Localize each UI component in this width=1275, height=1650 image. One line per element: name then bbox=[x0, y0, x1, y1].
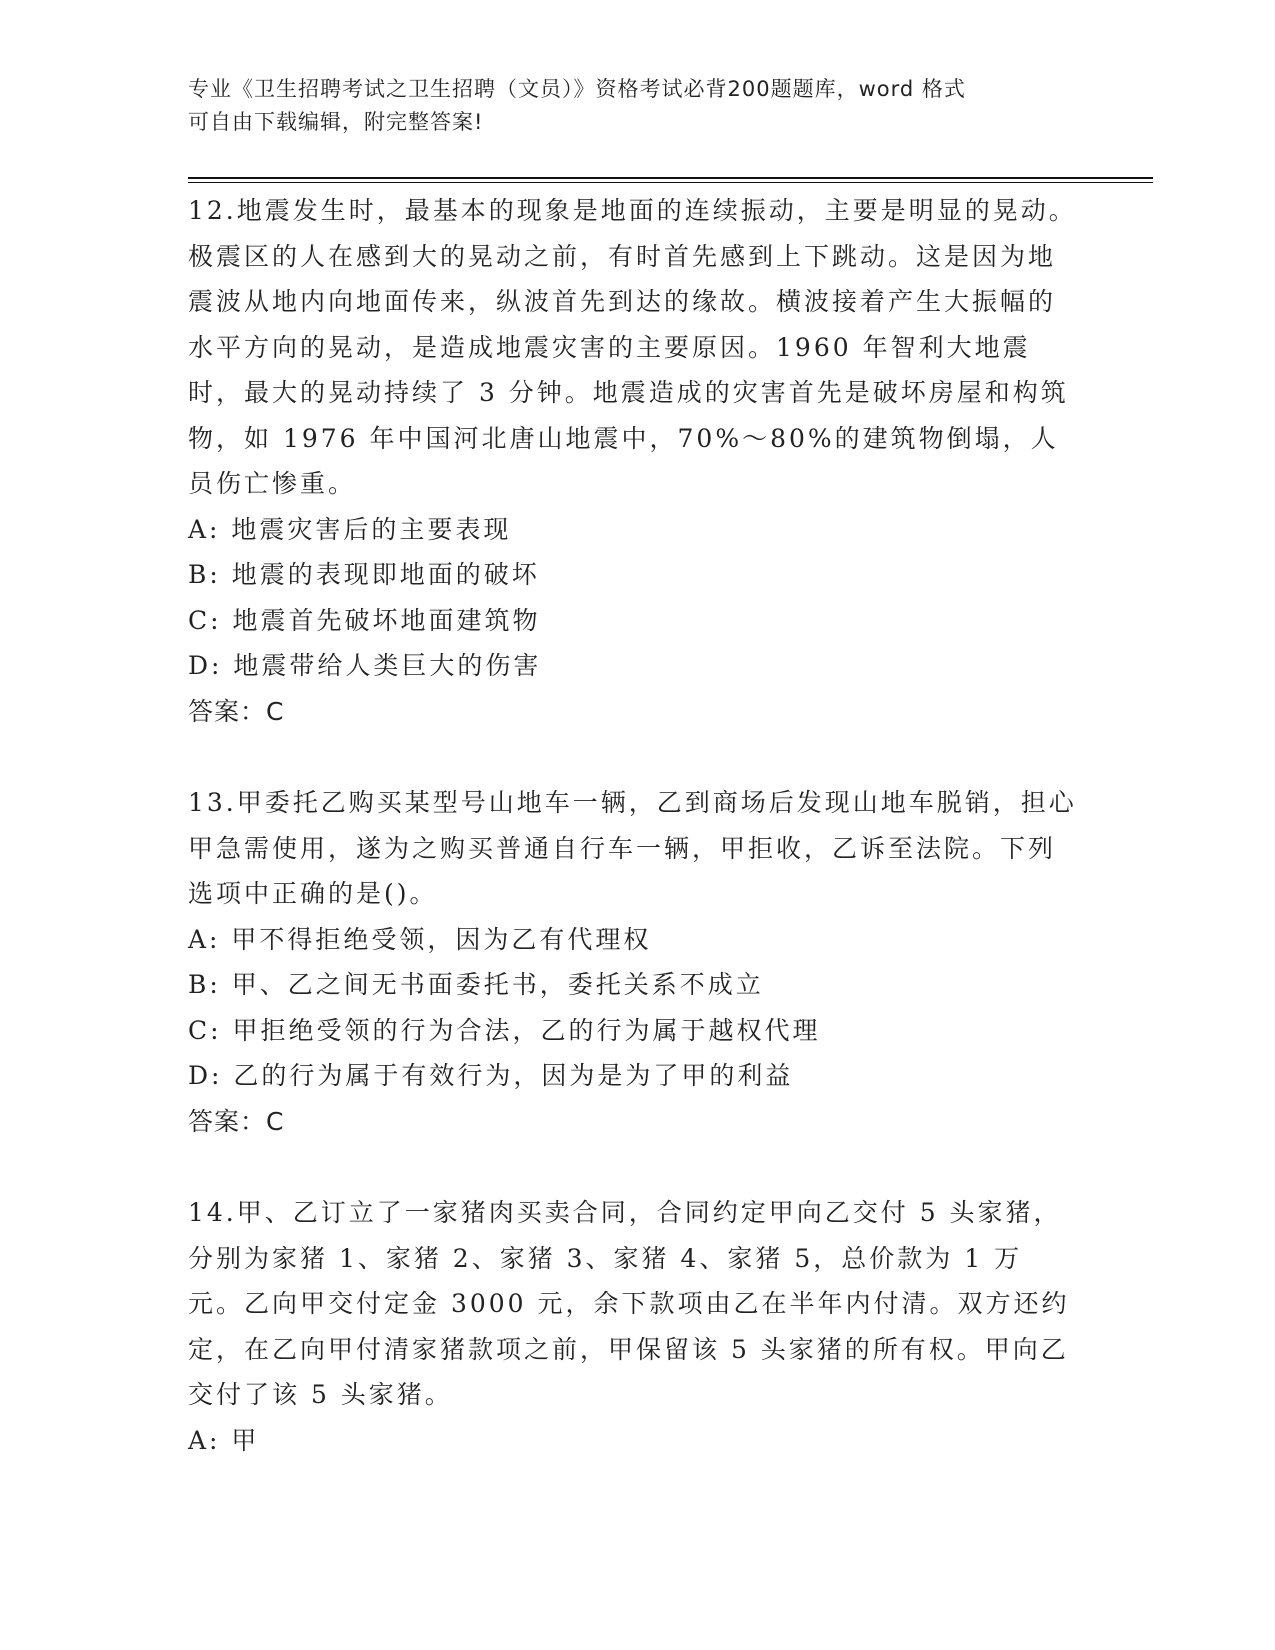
question-stem: 13.甲委托乙购买某型号山地车一辆，乙到商场后发现山地车脱销，担心甲急需使用，遂为之购买普通自行车一辆，甲拒收，乙诉至法院。下列选项中正确的是()。 bbox=[188, 788, 1077, 908]
question-spacer bbox=[188, 1144, 1078, 1190]
option-a: A: 甲不得拒绝受领，因为乙有代理权 bbox=[188, 924, 652, 954]
option-d: D: 乙的行为属于有效行为，因为是为了甲的利益 bbox=[188, 1061, 794, 1090]
question-spacer bbox=[188, 734, 1078, 780]
option-a: A: 地震灾害后的主要表现 bbox=[188, 514, 512, 544]
option-c: C: 甲拒绝受领的行为合法，乙的行为属于越权代理 bbox=[188, 1015, 821, 1045]
option-a: A: 甲 bbox=[188, 1425, 260, 1455]
question-list bbox=[188, 188, 1078, 1463]
header-title-line-1: 专业《卫生招聘考试之卫生招聘（文员）》资格考试必背200题题库，word 格式 bbox=[188, 77, 966, 101]
header-divider-thick bbox=[188, 177, 1153, 179]
option-b: B: 地震的表现即地面的破坏 bbox=[188, 560, 540, 589]
question-13 bbox=[188, 780, 1078, 1144]
answer-label: 答案：C bbox=[188, 1106, 285, 1136]
question-stem: 14.甲、乙订立了一家猪肉买卖合同，合同约定甲向乙交付 5 头家猪，分别为家猪 1、家猪 2、家猪 3、家猪 4、家猪 5，总价款为 1 万元。乙向甲交付定金 3000 元，余下款项由乙在半年内付清。双方还约定，在乙向甲付清家猪款项之前，甲保留该 5 头家猪的所有权。甲向乙交付了该 5 头家猪。 bbox=[188, 1198, 1070, 1409]
option-d: D: 地震带给人类巨大的伤害 bbox=[188, 651, 542, 680]
document-header bbox=[188, 73, 1068, 139]
option-b: B: 甲、乙之间无书面委托书，委托关系不成立 bbox=[188, 970, 764, 999]
question-12 bbox=[188, 188, 1078, 734]
header-divider-thin bbox=[188, 182, 1153, 183]
question-stem: 12.地震发生时，最基本的现象是地面的连续振动，主要是明显的晃动。极震区的人在感到大的晃动之前，有时首先感到上下跳动。这是因为地震波从地内向地面传来，纵波首先到达的缘故。横波接着产生大振幅的水平方向的晃动，是造成地震灾害的主要原因。1960 年智利大地震时，最大的晃动持续了 3 分钟。地震造成的灾害首先是破坏房屋和构筑物，如 1976 年中国河北唐山地震中，70%～80%的建筑物倒塌，人员伤亡惨重。 bbox=[188, 196, 1077, 498]
answer-label: 答案：C bbox=[188, 696, 285, 726]
question-14 bbox=[188, 1190, 1078, 1463]
header-title-line-2: 可自由下载编辑，附完整答案! bbox=[188, 110, 484, 134]
option-c: C: 地震首先破坏地面建筑物 bbox=[188, 605, 541, 635]
